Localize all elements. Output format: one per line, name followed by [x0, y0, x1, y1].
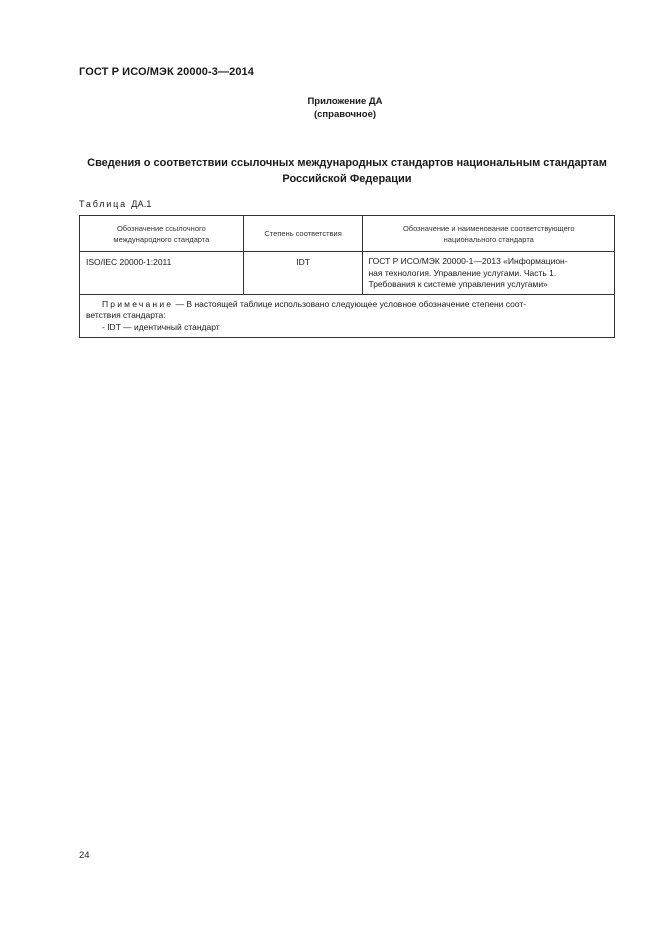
cell-national-line: ГОСТ Р ИСО/МЭК 20000-1—2013 «Информацион- — [368, 256, 568, 266]
table-label — [79, 199, 152, 209]
note-line-3: - IDT — идентичный стандарт — [102, 321, 220, 332]
annex-subtitle: (справочное) — [313, 109, 377, 120]
table-row — [80, 252, 615, 295]
cell-degree: IDT — [243, 252, 363, 295]
header-cell-line: Обозначение и наименование соответствующего — [402, 223, 575, 233]
cell-national — [363, 252, 615, 295]
note-label: Примечание — [102, 298, 174, 309]
header-cell-line: международного стандарта — [113, 234, 210, 244]
cell-national-line: Требования к системе управления услугами» — [368, 279, 548, 289]
correspondence-table — [79, 215, 615, 338]
note-text: — В настоящей таблице использовано следующее условное обозначение степени соот- — [173, 298, 527, 309]
annex-title: Приложение ДА — [307, 96, 383, 107]
section-title-line-1: Сведения о соответствии ссылочных международных стандартов национальным стандартам — [87, 157, 607, 169]
table-label-number: ДА.1 — [131, 199, 152, 209]
table-note-row — [80, 294, 615, 338]
header-cell-line: Обозначение ссылочного — [116, 223, 206, 233]
header-national-standard — [363, 216, 615, 252]
page-number: 24 — [79, 850, 90, 861]
note-line-1 — [86, 299, 608, 311]
cell-reference: ISO/IEC 20000-1:2011 — [80, 252, 244, 295]
header-cell-line: национального стандарта — [443, 234, 534, 244]
table-header-row — [80, 216, 615, 252]
document-code: ГОСТ Р ИСО/МЭК 20000-3—2014 — [79, 66, 254, 78]
header-cell-line: Степень соответствия — [264, 229, 342, 238]
section-title — [79, 155, 615, 187]
table-label-word: Таблица — [79, 199, 127, 209]
header-reference-standard — [80, 216, 244, 252]
cell-national-line: ная технология. Управление услугами. Часть 1. — [368, 267, 557, 278]
note-line-2: ветствия стандарта: — [86, 310, 166, 320]
header-degree — [243, 216, 363, 252]
table-note — [80, 294, 615, 338]
section-title-line-2: Российской Федерации — [282, 173, 412, 185]
